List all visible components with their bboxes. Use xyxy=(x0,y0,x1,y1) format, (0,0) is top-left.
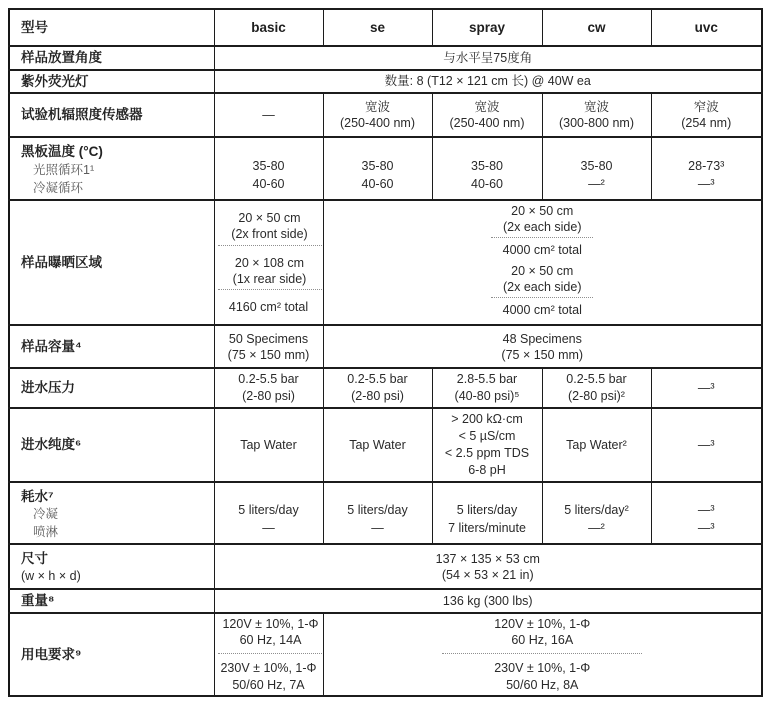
row-label: 进水纯度⁶ xyxy=(9,408,214,482)
water-se: 5 liters/day — xyxy=(323,482,432,545)
row-water-pressure xyxy=(9,368,762,408)
row-black-panel-temp xyxy=(9,137,762,200)
capacity-basic: 50 Specimens (75 × 150 mm) xyxy=(214,325,323,368)
model-spray: spray xyxy=(432,9,542,46)
lamps-value: 数量: 8 (T12 × 121 cm 长) @ 40W ea xyxy=(214,70,762,94)
model-header-label: 型号 xyxy=(9,9,214,46)
pressure-uvc: —³ xyxy=(651,368,762,408)
model-basic: basic xyxy=(214,9,323,46)
purity-basic: Tap Water xyxy=(214,408,323,482)
water-spray: 5 liters/day 7 liters/minute xyxy=(432,482,542,545)
model-cw: cw xyxy=(542,9,651,46)
model-uvc: uvc xyxy=(651,9,762,46)
pressure-cw: 0.2-5.5 bar (2-80 psi)² xyxy=(542,368,651,408)
row-label: 尺寸 (w × h × d) xyxy=(9,544,214,589)
row-irradiance-sensor xyxy=(9,93,762,137)
model-se: se xyxy=(323,9,432,46)
row-specimen-capacity xyxy=(9,325,762,368)
row-exposure-area xyxy=(9,200,762,326)
sensor-cw: 宽波 (300-800 nm) xyxy=(542,93,651,137)
spec-table xyxy=(8,8,763,697)
row-weight xyxy=(9,589,762,613)
pressure-basic: 0.2-5.5 bar (2-80 psi) xyxy=(214,368,323,408)
sensor-basic: — xyxy=(214,93,323,137)
row-label: 试验机辐照度传感器 xyxy=(9,93,214,137)
purity-uvc: —³ xyxy=(651,408,762,482)
sensor-spray: 宽波 (250-400 nm) xyxy=(432,93,542,137)
water-uvc: —³ —³ xyxy=(651,482,762,545)
pressure-spray: 2.8-5.5 bar (40-80 psi)⁵ xyxy=(432,368,542,408)
row-label: 进水压力 xyxy=(9,368,214,408)
water-basic: 5 liters/day — xyxy=(214,482,323,545)
bpt-uvc: 28-73³ —³ xyxy=(651,137,762,200)
row-sample-angle xyxy=(9,46,762,70)
bpt-cw: 35-80 —² xyxy=(542,137,651,200)
purity-se: Tap Water xyxy=(323,408,432,482)
power-others: 120V ± 10%, 1-Φ 60 Hz, 16A 230V ± 10%, 1-Φ 50/60 Hz, 8A xyxy=(323,613,762,696)
capacity-others: 48 Specimens (75 × 150 mm) xyxy=(323,325,762,368)
bpt-basic: 35-80 40-60 xyxy=(214,137,323,200)
row-label: 重量⁸ xyxy=(9,589,214,613)
exposure-others: 20 × 50 cm (2x each side) 4000 cm² total 20 × 50 cm (2x each side) 4000 cm² total xyxy=(323,200,762,326)
row-dimensions xyxy=(9,544,762,589)
row-label: 样品容量⁴ xyxy=(9,325,214,368)
weight-value: 136 kg (300 lbs) xyxy=(214,589,762,613)
sensor-se: 宽波 (250-400 nm) xyxy=(323,93,432,137)
row-uv-lamps xyxy=(9,70,762,94)
spec-sheet xyxy=(8,8,763,697)
row-power-requirements xyxy=(9,613,762,696)
sensor-uvc: 窄波 (254 nm) xyxy=(651,93,762,137)
bpt-se: 35-80 40-60 xyxy=(323,137,432,200)
water-cw: 5 liters/day² —² xyxy=(542,482,651,545)
purity-cw: Tap Water² xyxy=(542,408,651,482)
row-label: 黑板温度 (°C) 光照循环1¹ 冷凝循环 xyxy=(9,137,214,200)
angle-value: 与水平呈75度角 xyxy=(214,46,762,70)
exposure-basic: 20 × 50 cm (2x front side) 20 × 108 cm (1x rear side) 4160 cm² total xyxy=(214,200,323,326)
row-label: 耗水⁷ 冷凝 喷淋 xyxy=(9,482,214,545)
purity-spray: > 200 kΩ·cm < 5 µS/cm < 2.5 ppm TDS 6-8 pH xyxy=(432,408,542,482)
dimensions-value: 137 × 135 × 53 cm (54 × 53 × 21 in) xyxy=(214,544,762,589)
row-label: 样品曝晒区域 xyxy=(9,200,214,326)
row-water-purity xyxy=(9,408,762,482)
power-basic: 120V ± 10%, 1-Φ 60 Hz, 14A 230V ± 10%, 1-Φ 50/60 Hz, 7A xyxy=(214,613,323,696)
row-model-header xyxy=(9,9,762,46)
row-label: 紫外荧光灯 xyxy=(9,70,214,94)
bpt-spray: 35-80 40-60 xyxy=(432,137,542,200)
row-water-usage xyxy=(9,482,762,545)
row-label: 用电要求⁹ xyxy=(9,613,214,696)
row-label: 样品放置角度 xyxy=(9,46,214,70)
pressure-se: 0.2-5.5 bar (2-80 psi) xyxy=(323,368,432,408)
